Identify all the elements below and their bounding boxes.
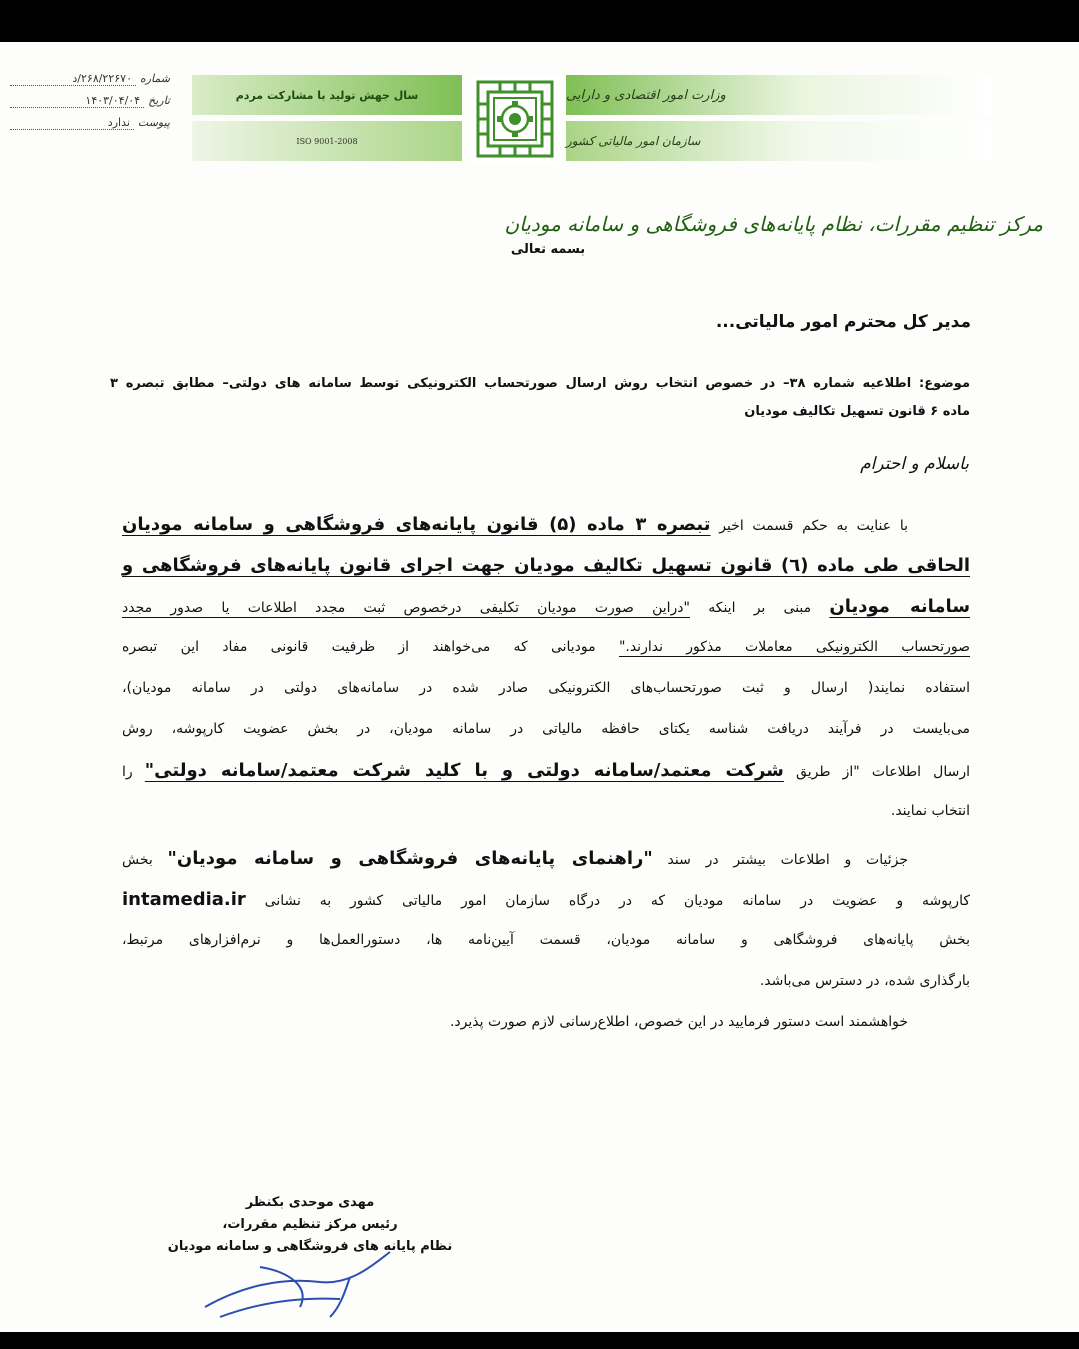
tax-organization-logo-icon: [470, 74, 560, 164]
organization-name: سازمان امور مالیاتی کشور: [566, 121, 992, 161]
body-emphasis: "راهنمای پایانه‌های فروشگاهی و سامانه مودیان": [167, 848, 653, 869]
body-emphasis: سامانه مودیان: [829, 596, 971, 617]
body-text: را: [122, 764, 133, 780]
left-banner: [192, 75, 462, 161]
letter-body: [122, 504, 970, 1043]
body-line: [122, 879, 970, 920]
body-text: جزئیات و اطلاعات بیشتر در سند: [667, 852, 909, 868]
body-line: الحاقی طی ماده (٦) قانون تسهیل تکالیف مودیان جهت اجرای قانون پایانه‌های فروشگاهی و: [122, 555, 970, 576]
body-line: انتخاب نمایند.: [890, 803, 970, 819]
closing-line: خواهشمند است دستور فرمایید در این خصوص، اطلاع‌رسانی لازم صورت پذیرد.: [449, 1014, 908, 1030]
body-line: [122, 504, 970, 545]
letter-number-label: شماره: [139, 72, 170, 85]
body-quote: "دراین صورت مودیان تکلیفی درخصوص ثبت مجدد اطلاعات یا صدور مجدد: [122, 600, 690, 616]
body-line: [122, 838, 970, 879]
attachment-row: [10, 116, 170, 138]
body-text: مودیانی که می‌خواهند از ظرفیت قانونی مفاد این تبصره: [122, 639, 596, 655]
handwritten-signature-icon: [200, 1247, 400, 1327]
body-text: ارسال اطلاعات "از طریق: [796, 764, 970, 780]
basmala: بسمه تعالی: [510, 242, 586, 257]
bottom-black-bar: [0, 1332, 1079, 1349]
subject-line-1: موضوع: اطلاعیه شماره ۳۸– در خصوص انتخاب روش ارسال صورتحساب الکترونیکی توسط سامانه های دولتی– مطابق تبصره ۳: [110, 376, 971, 391]
attachment-label: پیوست: [137, 116, 170, 129]
letter-date-row: [10, 94, 170, 116]
letter-page: [0, 42, 1079, 1332]
signer-title-2: نظام پایانه های فروشگاهی و سامانه مودیان: [167, 1239, 453, 1254]
signer-name: مهدی موحدی بکنظر: [245, 1195, 375, 1210]
body-text: با عنایت به حکم قسمت اخیر: [719, 518, 908, 534]
top-black-bar: [0, 0, 1079, 42]
right-banner: [566, 75, 992, 161]
letter-date-label: تاریخ: [148, 94, 170, 107]
recipient: مدیر کل محترم امور مالیاتی...: [715, 312, 971, 332]
body-quote: صورتحساب الکترونیکی معاملات مذکور ندارند.": [618, 639, 970, 655]
letter-date-value: ۱۴۰۳/۰۴/۰۴: [10, 94, 144, 108]
year-slogan: سال جهش تولید با مشارکت مردم: [192, 75, 462, 115]
body-text: کارپوشه و عضویت در سامانه مودیان که در درگاه سازمان امور مالیاتی کشور به نشانی: [264, 893, 970, 909]
letter-number-row: [10, 72, 170, 94]
subject: [110, 370, 970, 426]
reference-block: [10, 72, 170, 138]
body-line: استفاده نمایند( ارسال و ثبت صورتحساب‌های الکترونیکی صادر شده در سامانه‌های دولتی در سامانه مودیان)،: [122, 680, 970, 696]
signer-title-1: رئیس مرکز تنظیم مقررات،: [222, 1217, 398, 1232]
subject-line-2: ماده ۶ قانون تسهیل تکالیف مودیان: [744, 404, 970, 419]
center-title: مرکز تنظیم مقررات، نظام پایانه‌های فروشگاهی و سامانه مودیان: [504, 212, 1043, 236]
letter-number-value: ۲۶۸/۲۲۶۷۰/د: [10, 72, 136, 86]
ministry-name: وزارت امور اقتصادی و دارایی: [566, 75, 992, 115]
body-line: [122, 627, 970, 668]
body-text: بخش: [122, 852, 153, 868]
website-link: intamedia.ir: [122, 889, 246, 910]
body-line: بارگذاری شده، در دسترس می‌باشد.: [759, 973, 970, 989]
body-line: می‌بایست در فرآیند دریافت شناسه یکتای حافظه مالیاتی در سامانه مودیان، در بخش عضویت کارپوشه، روش: [122, 721, 970, 737]
body-emphasis: شرکت معتمد/سامانه دولتی و با کلید شرکت معتمد/سامانه دولتی": [144, 760, 784, 781]
greeting: باسلام و احترام: [860, 454, 969, 474]
body-line: [122, 586, 970, 627]
body-line: بخش پایانه‌های فروشگاهی و سامانه مودیان، قسمت آیین‌نامه ها، دستورالعمل‌ها و نرم‌افزارهای مرتبط،: [122, 932, 970, 948]
iso-label: ISO 9001-2008: [192, 121, 462, 161]
attachment-value: ندارد: [10, 116, 134, 130]
body-line: [122, 750, 970, 791]
body-text: مبنی بر اینکه: [708, 600, 812, 616]
body-emphasis: تبصره ۳ ماده (۵) قانون پایانه‌های فروشگاهی و سامانه مودیان: [122, 514, 711, 535]
